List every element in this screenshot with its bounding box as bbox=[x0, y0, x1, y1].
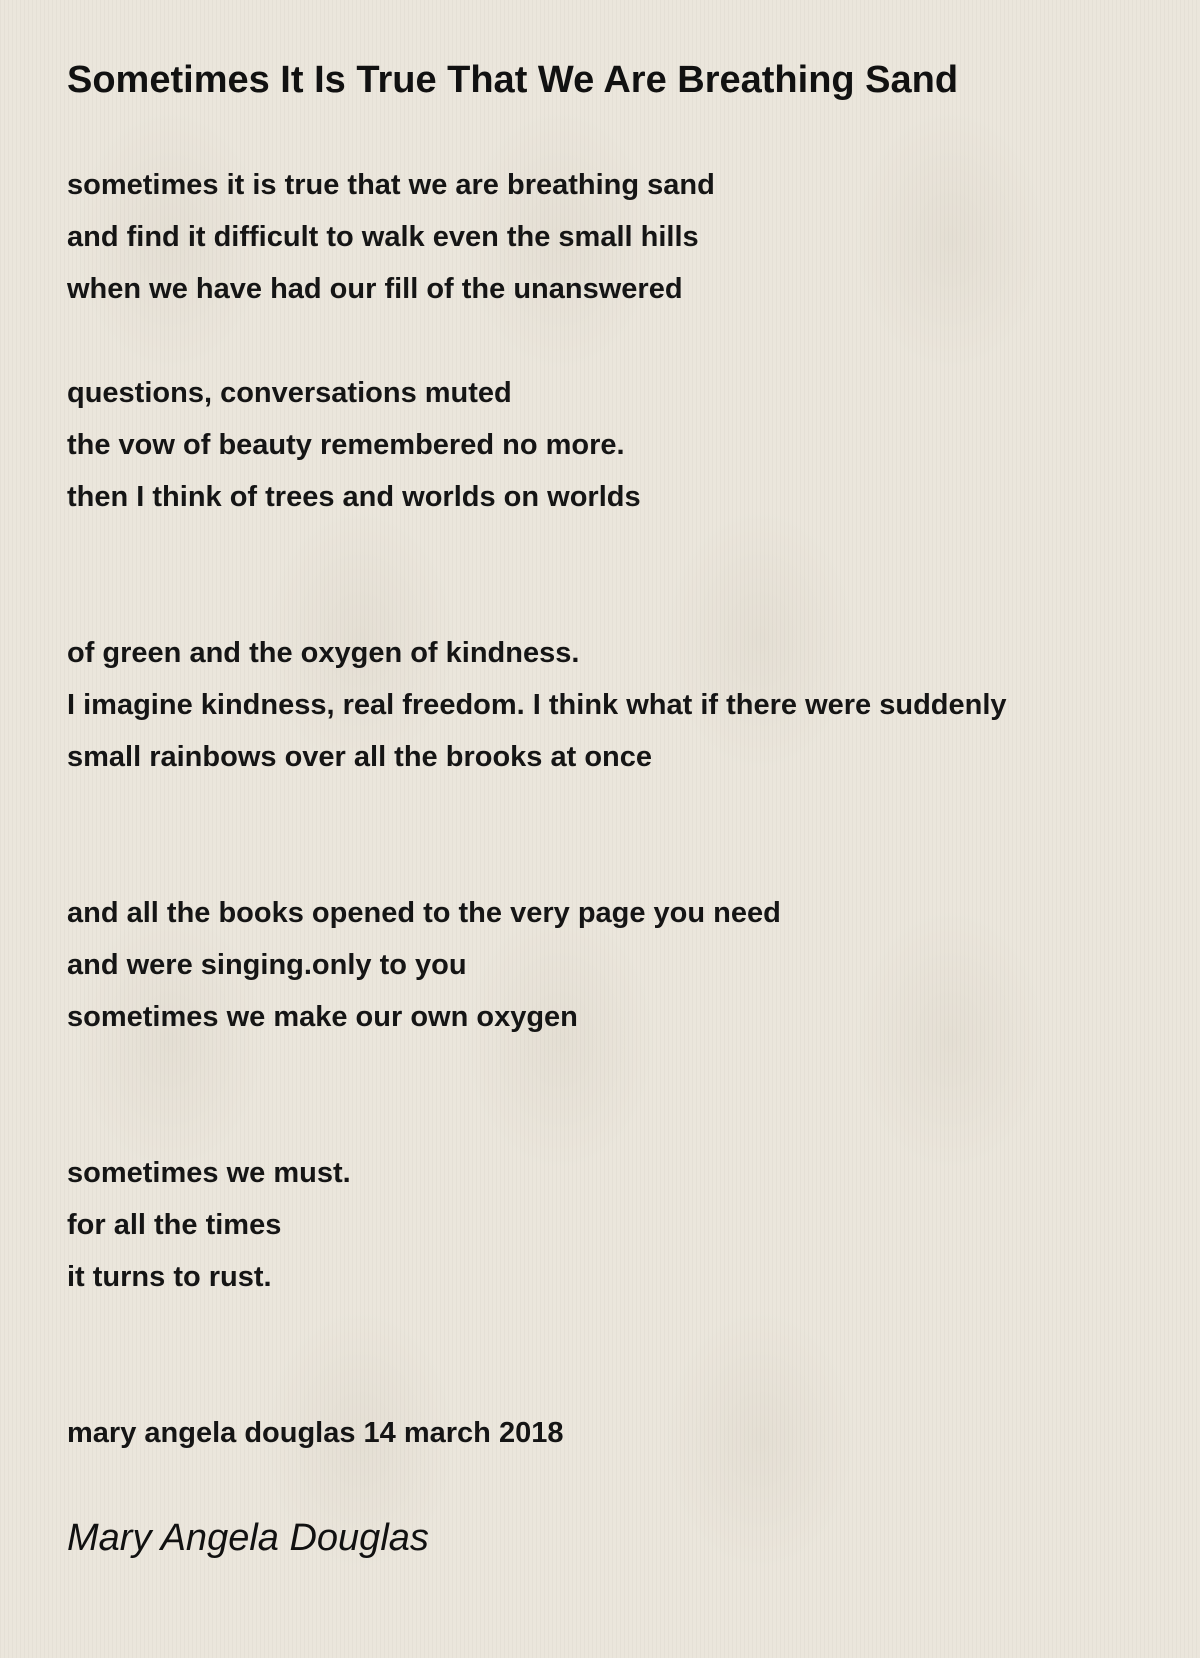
poem-line: and were singing.only to you bbox=[67, 949, 467, 981]
poem-line: mary angela douglas 14 march 2018 bbox=[67, 1417, 564, 1449]
poem-line: for all the times bbox=[67, 1209, 282, 1241]
stanza-3 bbox=[67, 627, 1167, 783]
stanza-1 bbox=[67, 159, 1167, 315]
poem-line: and find it difficult to walk even the small hills bbox=[67, 221, 699, 253]
poem-line: I imagine kindness, real freedom. I think what if there were suddenly bbox=[67, 689, 1007, 721]
poem-line: questions, conversations muted bbox=[67, 377, 512, 409]
stanza-spacer bbox=[67, 315, 1167, 367]
stanza-spacer bbox=[67, 1043, 1167, 1147]
poem-line: sometimes we make our own oxygen bbox=[67, 1001, 578, 1033]
poem-card bbox=[67, 54, 1167, 1564]
poem-body bbox=[67, 159, 1167, 1459]
poem-line: it turns to rust. bbox=[67, 1261, 272, 1293]
poem-line: and all the books opened to the very page you need bbox=[67, 897, 781, 929]
stanza-4 bbox=[67, 887, 1167, 1043]
stanza-2 bbox=[67, 367, 1167, 523]
poem-line: the vow of beauty remembered no more. bbox=[67, 429, 625, 461]
poem-line: then I think of trees and worlds on worlds bbox=[67, 481, 641, 513]
poem-line: of green and the oxygen of kindness. bbox=[67, 637, 580, 669]
stanza-spacer bbox=[67, 523, 1167, 627]
poem-line: sometimes we must. bbox=[67, 1157, 351, 1189]
stanza-spacer bbox=[67, 783, 1167, 887]
poem-author: Mary Angela Douglas bbox=[67, 1517, 429, 1559]
stanza-5 bbox=[67, 1147, 1167, 1303]
poem-line: when we have had our fill of the unanswered bbox=[67, 273, 683, 305]
poem-line: small rainbows over all the brooks at once bbox=[67, 741, 653, 773]
poem-title: Sometimes It Is True That We Are Breathing Sand bbox=[67, 59, 959, 101]
stanza-spacer bbox=[67, 1303, 1167, 1407]
signature-date-line bbox=[67, 1407, 1167, 1459]
poem-line: sometimes it is true that we are breathing sand bbox=[67, 169, 715, 201]
